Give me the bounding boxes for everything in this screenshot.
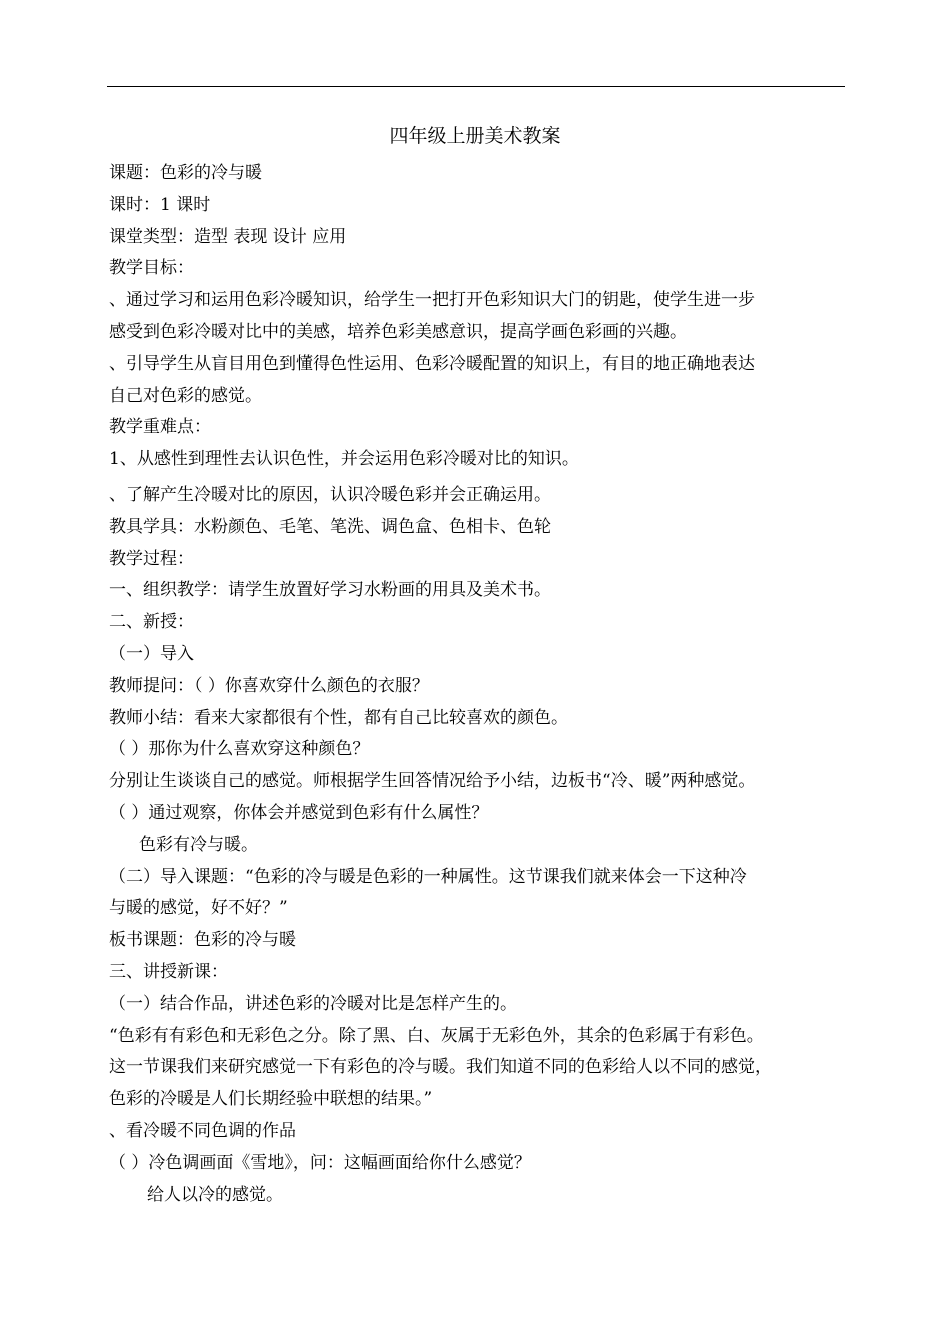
text-line: （一）结合作品，讲述色彩的冷暖对比是怎样产生的。	[109, 993, 517, 1014]
text-line: 、引导学生从盲目用色到懂得色性运用、色彩冷暖配置的知识上，有目的地正确地表达	[109, 353, 755, 374]
text-line: 色彩有冷与暖。	[139, 834, 258, 855]
document-title: 四年级上册美术教案	[389, 125, 561, 147]
text-line: 教师提问：（ ）你喜欢穿什么颜色的衣服？	[109, 675, 429, 696]
text-line: （ ）冷色调画面《雪地》，问：这幅画面给你什么感觉？	[109, 1152, 531, 1173]
text-line: 、看冷暖不同色调的作品	[109, 1120, 296, 1141]
text-line: 教学重难点：	[109, 417, 211, 438]
text-line: “色彩有有彩色和无彩色之分。除了黑、白、灰属于无彩色外，其余的色彩属于有彩色。	[109, 1025, 764, 1046]
text-line: 一、组织教学：请学生放置好学习水粉画的用具及美术书。	[109, 580, 551, 601]
text-line: 教师小结：看来大家都很有个性，都有自己比较喜欢的颜色。	[109, 707, 568, 728]
text-line: 这一节课我们来研究感觉一下有彩色的冷与暖。我们知道不同的色彩给人以不同的感觉，	[109, 1057, 772, 1078]
text-line: （ ）通过观察，你体会并感觉到色彩有什么属性？	[109, 802, 489, 823]
text-line: 、通过学习和运用色彩冷暖知识，给学生一把打开色彩知识大门的钥匙，使学生进一步	[109, 290, 755, 311]
text-line: 教学目标：	[109, 258, 194, 279]
text-line: 分别让生谈谈自己的感觉。师根据学生回答情况给予小结，边板书“冷、暖”两种感觉。	[109, 771, 756, 792]
text-line: 感受到色彩冷暖对比中的美感，培养色彩美感意识，提高学画色彩画的兴趣。	[109, 321, 687, 342]
text-line: 课时：1 课时	[109, 194, 211, 215]
text-line: （ ）那你为什么喜欢穿这种颜色？	[109, 739, 370, 760]
text-line: 色彩的冷暖是人们长期经验中联想的结果。”	[109, 1089, 433, 1110]
text-line: 教学过程：	[109, 548, 194, 569]
text-line: 课堂类型：造型 表现 设计 应用	[109, 226, 347, 247]
text-line: 三、讲授新课：	[109, 961, 228, 982]
document-body	[109, 158, 847, 1211]
text-line: 与暖的感觉，好不好？”	[109, 898, 288, 919]
text-line: 、了解产生冷暖对比的原因，认识冷暖色彩并会正确运用。	[109, 484, 551, 505]
text-line: 给人以冷的感觉。	[147, 1184, 283, 1205]
text-line: 教具学具：水粉颜色、毛笔、笔洗、调色盒、色相卡、色轮	[109, 516, 551, 537]
header-rule	[107, 86, 845, 87]
text-line: 二、新授：	[109, 612, 194, 633]
text-line: （一）导入	[109, 643, 194, 664]
text-line: （二）导入课题：“色彩的冷与暖是色彩的一种属性。这节课我们就来体会一下这种冷	[109, 866, 747, 887]
text-line: 板书课题：色彩的冷与暖	[109, 930, 296, 951]
text-line: 自己对色彩的感觉。	[109, 385, 262, 406]
text-line: 课题：色彩的冷与暖	[109, 163, 262, 183]
text-line: 1、从感性到理性去认识色性，并会运用色彩冷暖对比的知识。	[109, 449, 579, 470]
